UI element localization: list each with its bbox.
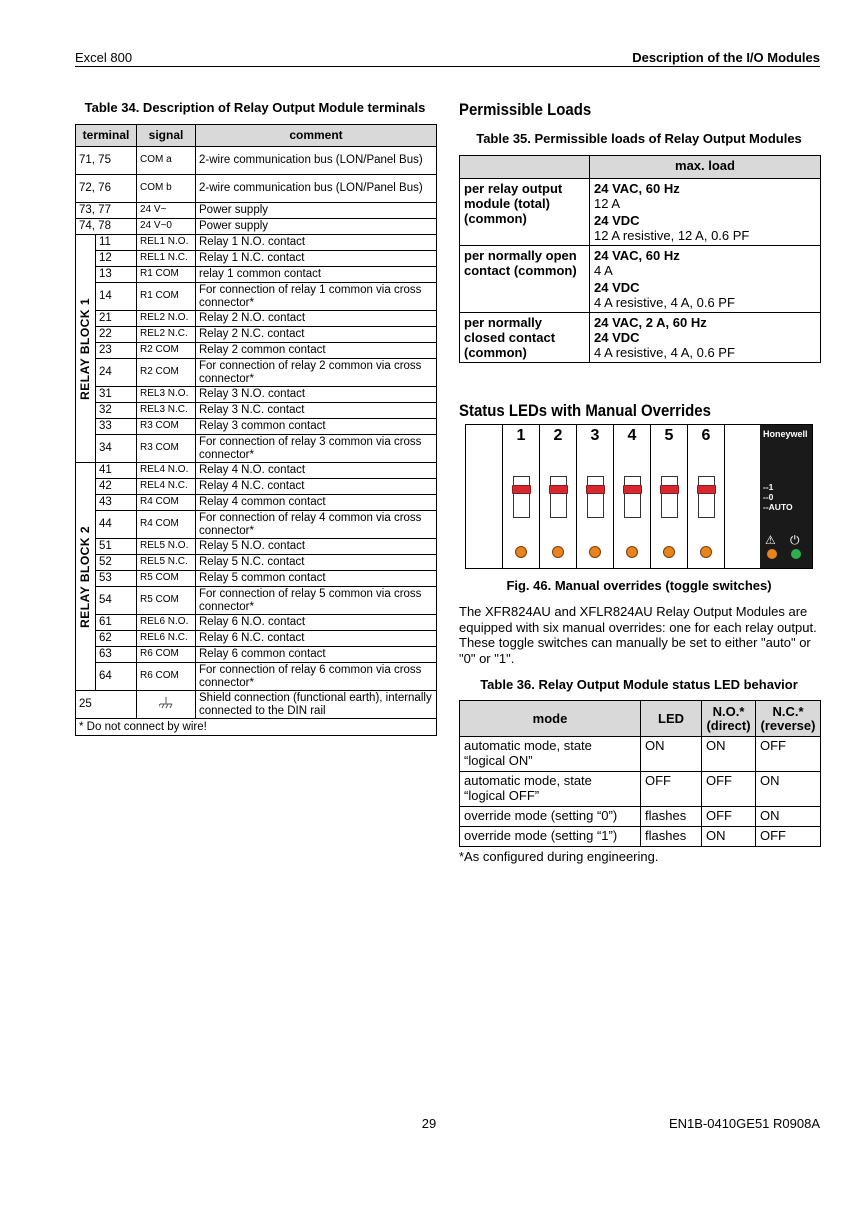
table-row [76,283,437,311]
load-line: 12 A resistive, 12 A, 0.6 PF [594,228,750,243]
signal-cell: REL4 N.O. [137,463,196,479]
table-cell: OFF [702,772,756,807]
terminal-cell: 72, 76 [76,175,137,203]
table-cell: OFF [702,807,756,827]
table-row [76,495,437,511]
table-row [460,772,821,807]
column-header: LED [641,701,702,737]
page-number: 29 [421,1116,437,1131]
footnote-cell: * Do not connect by wire! [76,719,437,736]
table-cell: ON [702,737,756,772]
terminal-cell: 33 [96,419,137,435]
relay-block-text: RELAY BLOCK 2 [78,525,93,628]
signal-cell: COM b [137,175,196,203]
terminal-cell: 31 [96,387,137,403]
table-row [76,479,437,495]
terminal-cell: 54 [96,587,137,615]
table-row [76,631,437,647]
comment-cell: Relay 4 N.C. contact [196,479,437,495]
column-header: comment [196,125,437,147]
table34-caption: Table 34. Description of Relay Output Module terminals [84,100,426,115]
table-cell: ON [756,772,821,807]
document-code: EN1B-0410GE51 R0908A [668,1116,820,1131]
table-row [76,435,437,463]
table-cell: automatic mode, state “logical OFF” [460,772,641,807]
table-cell: ON [702,827,756,847]
comment-cell: Relay 1 N.O. contact [196,235,437,251]
terminal-cell: 11 [96,235,137,251]
toggle-switch[interactable] [661,476,678,518]
signal-cell: REL6 N.O. [137,615,196,631]
comment-cell: For connection of relay 5 common via cross connector* [196,587,437,615]
relay-module-panel [465,424,813,569]
switch-number: 1 [516,427,526,444]
status-led [589,546,601,558]
terminal-cell: 62 [96,631,137,647]
table-row [76,539,437,555]
signal-cell: REL1 N.O. [137,235,196,251]
switch-number: 2 [553,427,563,444]
comment-cell: Relay 1 N.C. contact [196,251,437,267]
table35-caption: Table 35. Permissible loads of Relay Output Modules [476,131,802,146]
terminal-cell: 14 [96,283,137,311]
loads-table [459,155,821,363]
terminal-cell: 64 [96,663,137,691]
table-row [76,555,437,571]
signal-cell: R2 COM [137,343,196,359]
header-section: Description of the I/O Modules [632,50,820,65]
signal-cell: REL5 N.O. [137,539,196,555]
table-row [460,179,821,246]
table-row [76,463,437,479]
comment-cell: Relay 4 common contact [196,495,437,511]
signal-cell: R3 COM [137,435,196,463]
terminal-cell: 23 [96,343,137,359]
table-row [460,807,821,827]
table-row [76,359,437,387]
load-label-cell: per normally closed contact (common) [460,313,590,363]
table-cell: override mode (setting “0”) [460,807,641,827]
comment-cell: relay 1 common contact [196,267,437,283]
switch-number: 6 [701,427,711,444]
load-label-cell: per normally open contact (common) [460,246,590,313]
load-line: 24 VAC, 2 A, 60 Hz [594,315,707,330]
comment-cell: For connection of relay 6 common via cross connector* [196,663,437,691]
table-row [76,647,437,663]
table-cell: OFF [756,737,821,772]
signal-cell: R6 COM [137,647,196,663]
load-line: 4 A [594,263,613,278]
switch-lever [586,485,605,494]
signal-cell: REL3 N.C. [137,403,196,419]
column-header: mode [460,701,641,737]
signal-cell: REL3 N.O. [137,387,196,403]
switch-lever [623,485,642,494]
switch-number: 3 [590,427,600,444]
description-paragraph: The XFR824AU and XFLR824AU Relay Output Modules are equipped with six manual overrides: one for each relay output. These toggle switches can manually be set to either "auto" or "0" or "1". [459,604,817,666]
signal-cell: R5 COM [137,587,196,615]
permissible-loads-heading: Permissible Loads [459,100,592,119]
terminal-cell: 61 [96,615,137,631]
terminal-cell: 13 [96,267,137,283]
table-row [460,313,821,363]
terminal-cell: 34 [96,435,137,463]
load-line: 12 A [594,196,621,211]
switch-lever [549,485,568,494]
signal-cell: R5 COM [137,571,196,587]
switch-lever [512,485,531,494]
relay-block-text: RELAY BLOCK 1 [78,297,93,400]
status-led-orange [767,549,777,559]
table-row [76,387,437,403]
page-header [75,50,820,67]
status-led [552,546,564,558]
signal-cell: R4 COM [137,511,196,539]
table-row [460,827,821,847]
table-row [76,403,437,419]
comment-cell: Power supply [196,219,437,235]
signal-cell: 24 V~0 [137,219,196,235]
switch-slot [687,425,724,568]
table-row [76,571,437,587]
table36-caption: Table 36. Relay Output Module status LED behavior [480,677,798,692]
terminal-cell: 74, 78 [76,219,137,235]
footnote-row [76,719,437,736]
column-header-empty [460,156,590,179]
comment-cell: Shield connection (functional earth), internally connected to the DIN rail [196,691,437,719]
table-row [76,267,437,283]
signal-cell: REL2 N.C. [137,327,196,343]
comment-cell: Relay 5 N.O. contact [196,539,437,555]
table-cell: automatic mode, state “logical ON” [460,737,641,772]
table-row [460,737,821,772]
brand-logo: Honeywell [763,429,808,439]
comment-cell: For connection of relay 4 common via cross connector* [196,511,437,539]
column-header: signal [137,125,196,147]
switch-slot [613,425,650,568]
terminal-cell: 73, 77 [76,203,137,219]
signal-cell: 24 V~ [137,203,196,219]
signal-cell: R2 COM [137,359,196,387]
comment-cell: 2-wire communication bus (LON/Panel Bus) [196,147,437,175]
switch-slot [650,425,687,568]
comment-cell: 2-wire communication bus (LON/Panel Bus) [196,175,437,203]
table-row [76,175,437,203]
signal-cell: R3 COM [137,419,196,435]
table-header-row [460,701,821,737]
comment-cell: Relay 2 N.C. contact [196,327,437,343]
shield-row [76,691,437,719]
comment-cell: Relay 6 N.C. contact [196,631,437,647]
comment-cell: Relay 2 common contact [196,343,437,359]
led-table-body [460,737,821,847]
switch-position-legend [763,482,793,512]
warning-icon: ⚠ [765,533,776,547]
comment-cell: Relay 3 N.C. contact [196,403,437,419]
loads-table-body [460,179,821,363]
signal-cell: R1 COM [137,267,196,283]
toggle-switch[interactable] [698,476,715,518]
terminal-cell: 32 [96,403,137,419]
load-line: 24 VAC, 60 Hz [594,248,680,263]
terminal-cell: 41 [96,463,137,479]
toggle-switch[interactable] [550,476,567,518]
status-led [515,546,527,558]
signal-cell: R1 COM [137,283,196,311]
table-cell: ON [641,737,702,772]
status-leds-heading: Status LEDs with Manual Overrides [459,401,711,420]
terminals-table [75,124,437,736]
table-row [76,615,437,631]
table-row [76,251,437,267]
table-row [76,419,437,435]
position-label: --AUTO [763,502,793,512]
terminal-cell: 71, 75 [76,147,137,175]
toggle-switch[interactable] [624,476,641,518]
module-status-panel [760,425,812,568]
table-row [76,511,437,539]
terminal-cell: 51 [96,539,137,555]
relay-block-label [76,463,96,691]
earth-ground-icon [159,696,173,710]
comment-cell: Power supply [196,203,437,219]
comment-cell: For connection of relay 3 common via cross connector* [196,435,437,463]
table-cell: OFF [756,827,821,847]
column-header: N.C.* (reverse) [756,701,821,737]
comment-cell: Relay 4 N.O. contact [196,463,437,479]
power-icon: ⏻ [790,533,800,547]
load-line: 4 A resistive, 4 A, 0.6 PF [594,295,735,310]
toggle-switch[interactable] [513,476,530,518]
status-led [700,546,712,558]
terminal-cell: 25 [76,691,137,719]
table-row [76,147,437,175]
terminals-table-body [76,147,437,736]
switch-lever [697,485,716,494]
terminal-cell: 44 [96,511,137,539]
signal-cell: REL6 N.C. [137,631,196,647]
table-row [76,235,437,251]
table-row [76,587,437,615]
position-label: --1 [763,482,774,492]
table-row [76,311,437,327]
signal-cell: REL5 N.C. [137,555,196,571]
switch-slot [502,425,539,568]
status-led [626,546,638,558]
comment-cell: Relay 5 N.C. contact [196,555,437,571]
position-label: --0 [763,492,774,502]
column-header: terminal [76,125,137,147]
table-row [76,343,437,359]
load-value-cell [590,179,821,246]
load-line: 24 VDC [594,330,640,345]
table-cell: OFF [641,772,702,807]
switch-number: 4 [627,427,637,444]
signal-cell: REL1 N.C. [137,251,196,267]
earth-symbol-cell [137,691,196,719]
signal-cell: REL2 N.O. [137,311,196,327]
table-header-row [76,125,437,147]
slot-divider [724,425,725,568]
terminal-cell: 21 [96,311,137,327]
table-row [76,663,437,691]
load-line: 24 VDC [594,280,640,295]
switch-slot [539,425,576,568]
column-header: N.O.* (direct) [702,701,756,737]
relay-block-label [76,235,96,463]
switch-slot [576,425,613,568]
load-value-cell [590,246,821,313]
terminal-cell: 43 [96,495,137,511]
table36-note: *As configured during engineering. [459,849,659,864]
led-behavior-table [459,700,821,847]
table-row [460,246,821,313]
signal-cell: R4 COM [137,495,196,511]
table-cell: ON [756,807,821,827]
switch-lever [660,485,679,494]
toggle-switch[interactable] [587,476,604,518]
signal-cell: REL4 N.C. [137,479,196,495]
comment-cell: For connection of relay 2 common via cross connector* [196,359,437,387]
terminal-cell: 52 [96,555,137,571]
comment-cell: Relay 6 N.O. contact [196,615,437,631]
header-title: Excel 800 [75,50,133,65]
load-line: 24 VAC, 60 Hz [594,181,680,196]
table-header-row [460,156,821,179]
comment-cell: Relay 2 N.O. contact [196,311,437,327]
terminal-cell: 53 [96,571,137,587]
signal-cell: COM a [137,147,196,175]
comment-cell: Relay 6 common contact [196,647,437,663]
power-led-green [791,549,801,559]
table-row [76,203,437,219]
comment-cell: For connection of relay 1 common via cross connector* [196,283,437,311]
table-row [76,327,437,343]
column-header: max. load [590,156,821,179]
table-row [76,219,437,235]
switch-number: 5 [664,427,674,444]
load-value-cell [590,313,821,363]
load-line: 4 A resistive, 4 A, 0.6 PF [594,345,735,360]
terminal-cell: 24 [96,359,137,387]
terminal-cell: 22 [96,327,137,343]
comment-cell: Relay 3 N.O. contact [196,387,437,403]
load-label-cell: per relay output module (total) (common) [460,179,590,246]
table-cell: override mode (setting “1”) [460,827,641,847]
comment-cell: Relay 3 common contact [196,419,437,435]
table-cell: flashes [641,807,702,827]
load-line: 24 VDC [594,213,640,228]
comment-cell: Relay 5 common contact [196,571,437,587]
signal-cell: R6 COM [137,663,196,691]
figure-caption: Fig. 46. Manual overrides (toggle switches) [506,578,772,593]
terminal-cell: 63 [96,647,137,663]
terminal-cell: 12 [96,251,137,267]
status-led [663,546,675,558]
terminal-cell: 42 [96,479,137,495]
table-cell: flashes [641,827,702,847]
